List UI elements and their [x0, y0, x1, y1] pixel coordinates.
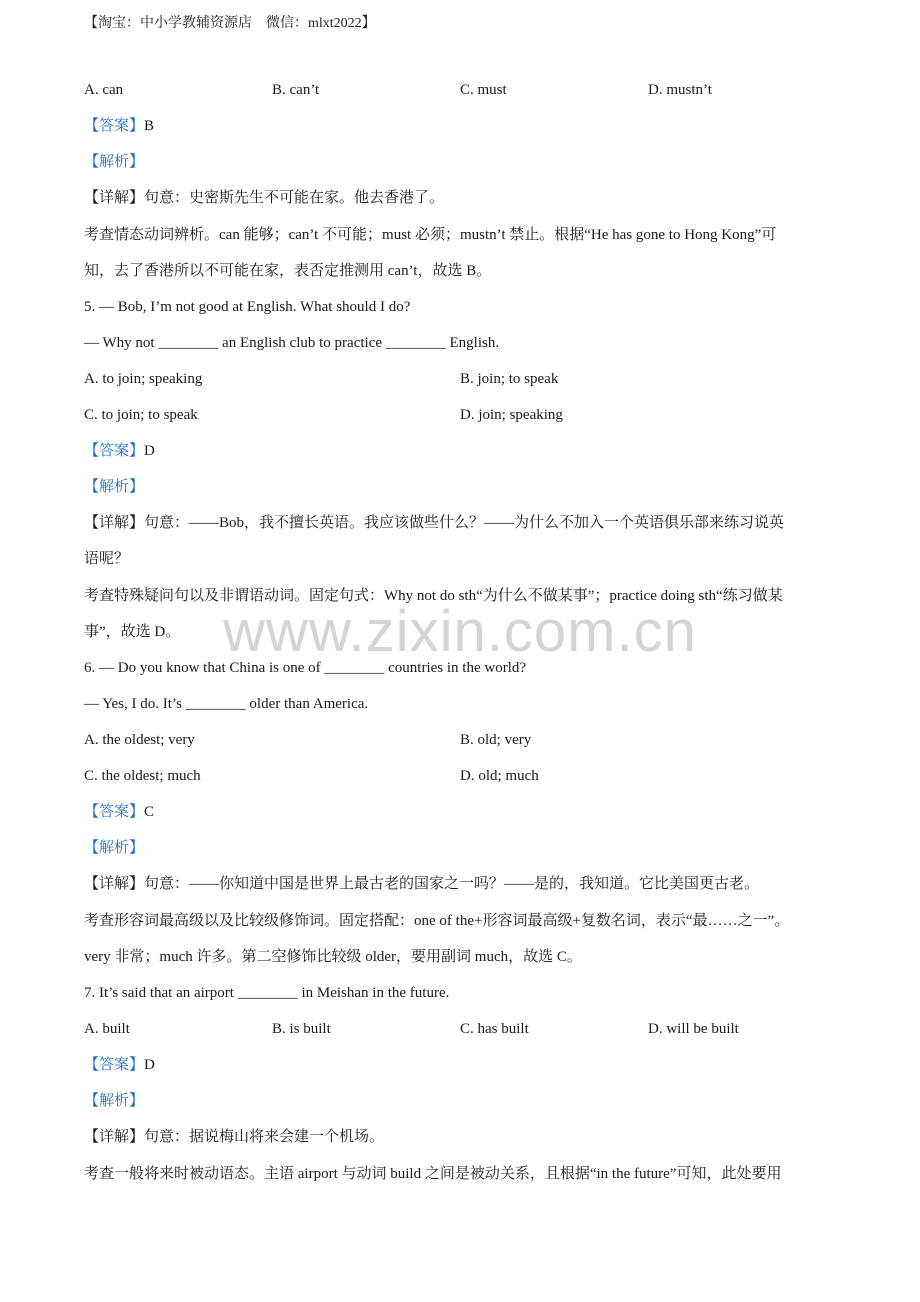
q4-detail: 【详解】句意：史密斯先生不可能在家。他去香港了。 [84, 190, 445, 206]
q4-option-d: D. mustn’t [648, 82, 712, 98]
q7-option-a: A. built [84, 1021, 130, 1037]
q6-option-a: A. the oldest; very [84, 732, 195, 748]
q6-explain-2: very 非常；much 许多。第二空修饰比较级 older，要用副词 much，故选 C。 [84, 949, 582, 965]
q4-option-c: C. must [460, 82, 507, 98]
answer-value: C [144, 804, 155, 820]
answer-value: D [144, 1057, 155, 1073]
q6-option-b: B. old; very [460, 732, 532, 748]
q5-explain-2: 事”，故选 D。 [84, 624, 181, 640]
page-header: 【淘宝：中小学教辅资源店 微信：mlxt2022】 [84, 16, 376, 31]
q5-detail-1: 【详解】句意：——Bob，我不擅长英语。我应该做些什么？——为什么不加入一个英语俱乐部来练习说英 [84, 515, 785, 531]
answer-label: 【答案】 [84, 1057, 145, 1073]
q7-detail: 【详解】句意：据说梅山将来会建一个机场。 [84, 1129, 385, 1145]
q5-analysis-label: 【解析】 [84, 479, 145, 495]
q4-explain-1: 考查情态动词辨析。can 能够；can’t 不可能；must 必须；mustn’t 禁止。根据“He has gone to Hong Kong”可 [84, 227, 777, 243]
q6-answer [84, 801, 836, 823]
q5-option-b: B. join; to speak [460, 371, 559, 387]
answer-value: D [144, 443, 155, 459]
answer-label: 【答案】 [84, 118, 145, 134]
answer-label: 【答案】 [84, 443, 145, 459]
q5-answer [84, 440, 836, 462]
watermark: www.zixin.com.cn [223, 599, 697, 664]
q4-analysis-label: 【解析】 [84, 154, 145, 170]
q4-explain-2: 知，去了香港所以不可能在家，表否定推测用 can’t，故选 B。 [84, 263, 492, 279]
q4-answer [84, 115, 836, 137]
q6-option-d: D. old; much [460, 768, 539, 784]
q4-option-a: A. can [84, 82, 124, 98]
q7-stem: 7. It’s said that an airport ________ in Meishan in the future. [84, 985, 450, 1001]
q7-answer [84, 1054, 836, 1076]
q5-stem-1: 5. — Bob, I’m not good at English. What should I do? [84, 299, 411, 315]
q5-detail-2: 语呢？ [84, 551, 130, 567]
q6-analysis-label: 【解析】 [84, 840, 145, 856]
q7-option-c: C. has built [460, 1021, 529, 1037]
q7-option-d: D. will be built [648, 1021, 739, 1037]
q5-explain-1: 考查特殊疑问句以及非谓语动词。固定句式：Why not do sth“为什么不做某事”；practice doing sth“练习做某 [84, 588, 783, 604]
q7-option-b: B. is built [272, 1021, 331, 1037]
answer-value: B [144, 118, 155, 134]
q7-explain-1: 考查一般将来时被动语态。主语 airport 与动词 build 之间是被动关系，且根据“in the future”可知，此处要用 [84, 1166, 782, 1182]
q5-option-c: C. to join; to speak [84, 407, 198, 423]
q7-analysis-label: 【解析】 [84, 1093, 145, 1109]
q5-option-a: A. to join; speaking [84, 371, 203, 387]
q6-stem-1: 6. — Do you know that China is one of ________ countries in the world? [84, 660, 527, 676]
q6-explain-1: 考查形容词最高级以及比较级修饰词。固定搭配：one of the+形容词最高级+复数名词，表示“最……之一”。 [84, 913, 790, 929]
q5-option-d: D. join; speaking [460, 407, 563, 423]
answer-label: 【答案】 [84, 804, 145, 820]
q6-detail: 【详解】句意：——你知道中国是世界上最古老的国家之一吗？——是的，我知道。它比美国更古老。 [84, 876, 760, 892]
q5-stem-2: — Why not ________ an English club to practice ________ English. [84, 335, 500, 351]
q4-option-b: B. can’t [272, 82, 320, 98]
q6-stem-2: — Yes, I do. It’s ________ older than America. [84, 696, 369, 712]
q6-option-c: C. the oldest; much [84, 768, 201, 784]
